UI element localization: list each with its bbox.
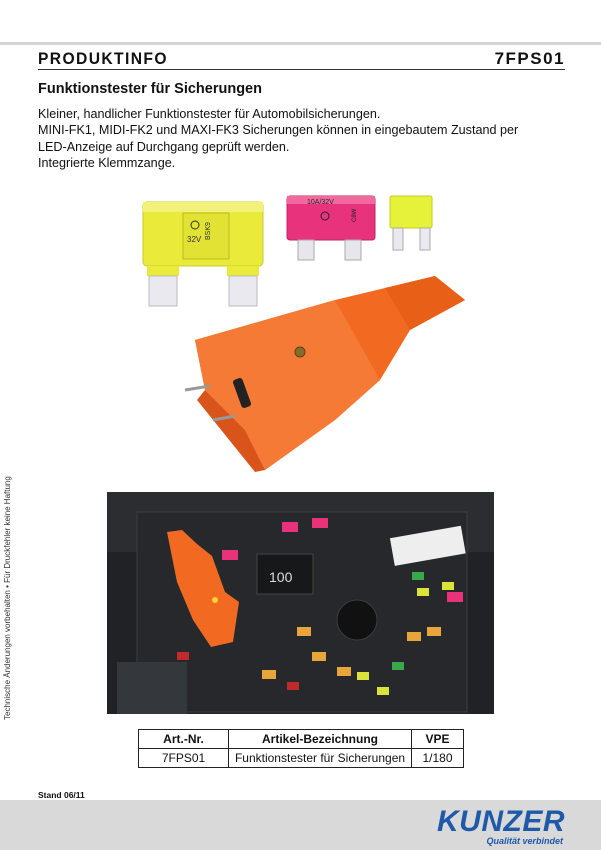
table-cell: Funktionstester für Sicherungen [229, 749, 412, 768]
revision-stamp: Stand 06/11 [38, 790, 85, 800]
article-number-header: 7FPS01 [494, 49, 565, 68]
product-image [135, 180, 475, 475]
column-header: Art.-Nr. [139, 730, 229, 749]
description-line: LED-Anzeige auf Durchgang geprüft werden. [38, 139, 290, 154]
table-cell: 7FPS01 [139, 749, 229, 768]
maxi-fuse-image [143, 202, 263, 306]
mini-fuse-image [390, 196, 432, 250]
description-line: MINI-FK1, MIDI-FK2 und MAXI-FK3 Sicherungen können in eingebautem Zustand per [38, 123, 519, 138]
table-row [139, 749, 464, 768]
in-use-photo [107, 492, 494, 714]
midi-fuse-rating: 10A/32V [307, 199, 334, 206]
description-line: Kleiner, handlicher Funktionstester für Automobilsicherungen. [38, 107, 381, 121]
column-header: Artikel-Bezeichnung [229, 730, 412, 749]
table-cell: 1/180 [412, 749, 464, 768]
maxi-fuse-code: BSK9 [205, 222, 212, 240]
header-rule [38, 69, 565, 70]
logo-tagline: Qualität verbindet [486, 836, 563, 846]
midi-fuse-image [287, 196, 375, 260]
logo-wordmark: KUNZER [437, 805, 565, 838]
midi-fuse-code: C8W [352, 208, 358, 222]
product-title: Funktionstester für Sicherungen [38, 81, 262, 97]
product-description [38, 106, 538, 172]
article-table [138, 729, 464, 768]
column-header: VPE [412, 730, 464, 749]
photo-relay-label: 100 [269, 569, 293, 585]
kunzer-logo [415, 805, 565, 847]
description-line: Integrierte Klemmzange. [38, 156, 176, 171]
header [38, 47, 565, 71]
header-title: PRODUKTINFO [38, 49, 168, 68]
fuse-box-scene [107, 492, 494, 714]
table-header-row [139, 730, 464, 749]
disclaimer-side-text: Technische Änderungen vorbehalten • Für Druckfehler keine Haftung [3, 476, 12, 720]
top-rule [0, 42, 601, 45]
maxi-fuse-voltage: 32V [187, 235, 202, 244]
fuse-tester-image [185, 276, 465, 472]
